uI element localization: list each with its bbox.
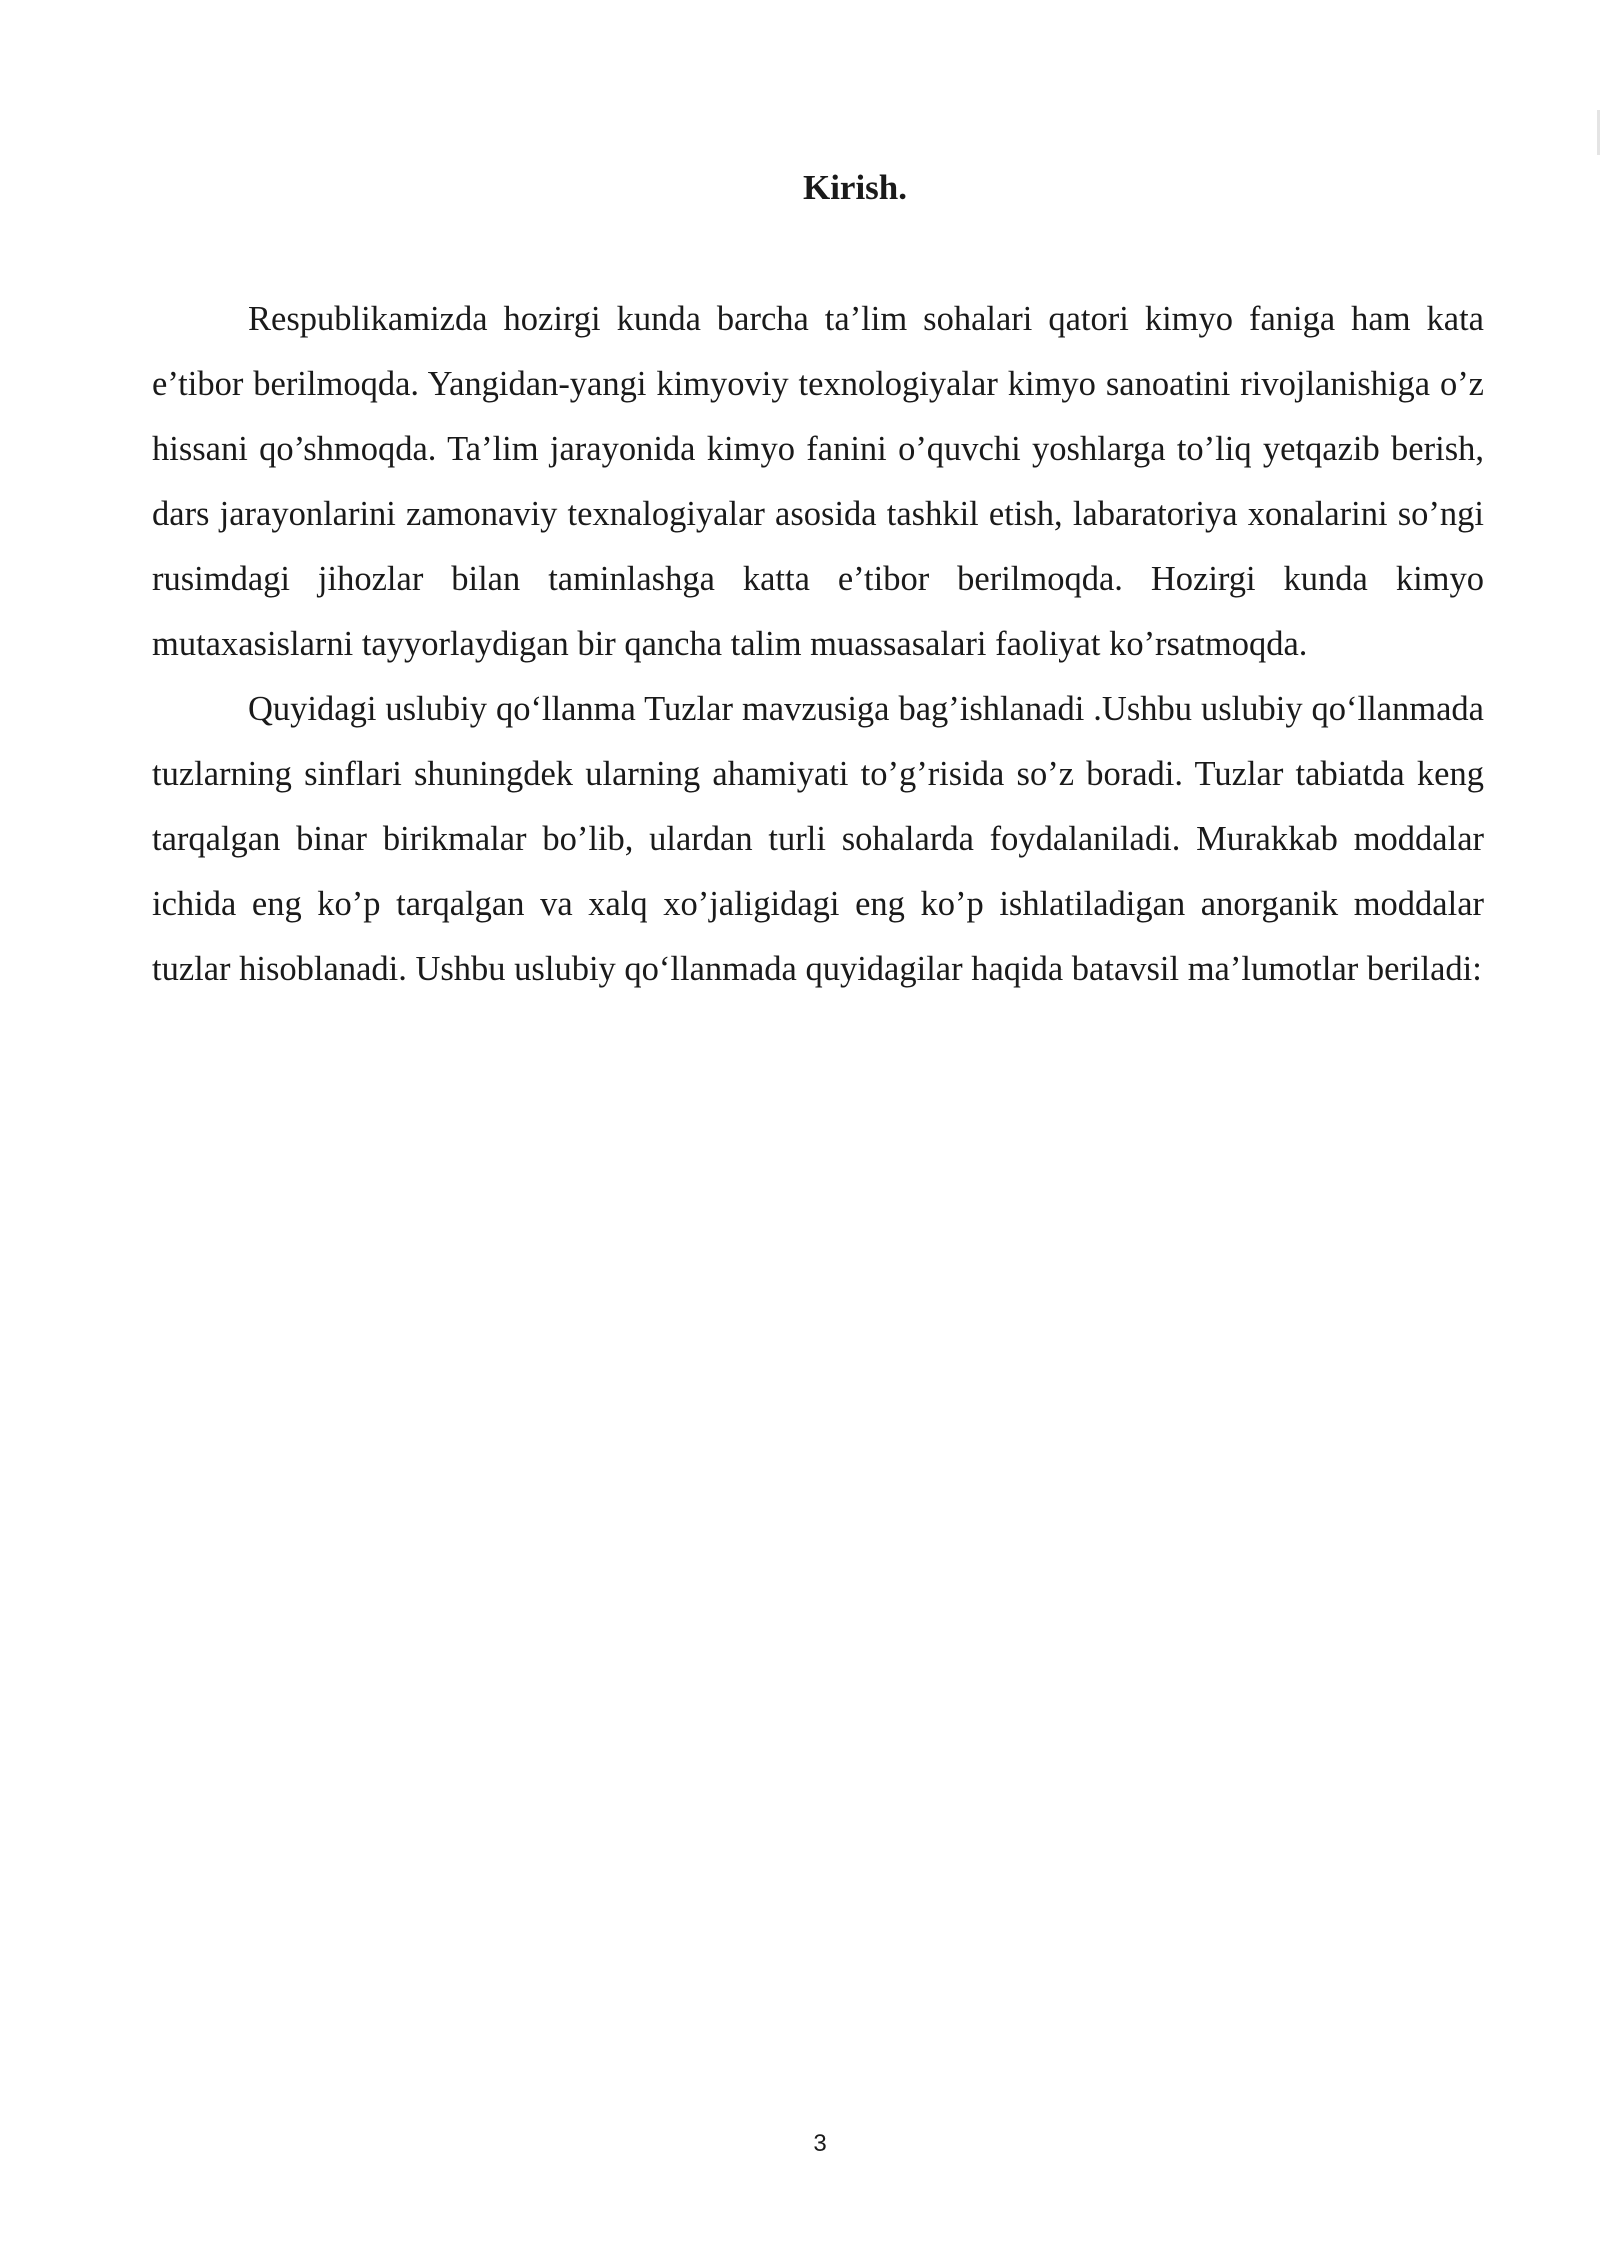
page-title: Kirish. (802, 168, 908, 207)
page-number: 3 (813, 2130, 827, 2157)
paragraph-intro: Respublikamizda hozirgi kunda barcha ta’lim sohalari qatori kimyo faniga ham kata e’tibor berilmoqda. Yangidan-yangi kimyoviy texnologiyalar kimyo sanoatini rivojlanishiga o’z hissani qo’shmoqda. Ta’lim jarayonida kimyo fanini o’quvchi yoshlarga to’liq yetqazib berish, dars jarayonlarini zamonaviy texnalogiyalar asosida tashkil etish, labaratoriya xonalarini so’ngi rusimdagi jihozlar bilan taminlashga katta e’tibor berilmoqda. Hozirgi kunda kimyo mutaxasislarni tayyorlaydigan bir qancha talim muassasalari faoliyat ko’rsatmoqda. (152, 300, 1484, 663)
paragraph-tuzlar: Quyidagi uslubiy qo‘llanma Tuzlar mavzusiga bag’ishlanadi .Ushbu uslubiy qo‘llanmada tuzlarning sinflari shuningdek ularning ahamiyati to’g’risida so’z boradi. Tuzlar tabiatda keng tarqalgan binar birikmalar bo’lib, ulardan turli sohalarda foydalaniladi. Murakkab moddalar ichida eng ko’p tarqalgan va xalq xo’jaligidagi eng ko’p ishlatiladigan anorganik moddalar tuzlar hisoblanadi. Ushbu uslubiy qo‘llanmada quyidagilar haqida batavsil ma’lumotlar beriladi: (152, 690, 1484, 988)
body-text (152, 287, 1484, 1002)
